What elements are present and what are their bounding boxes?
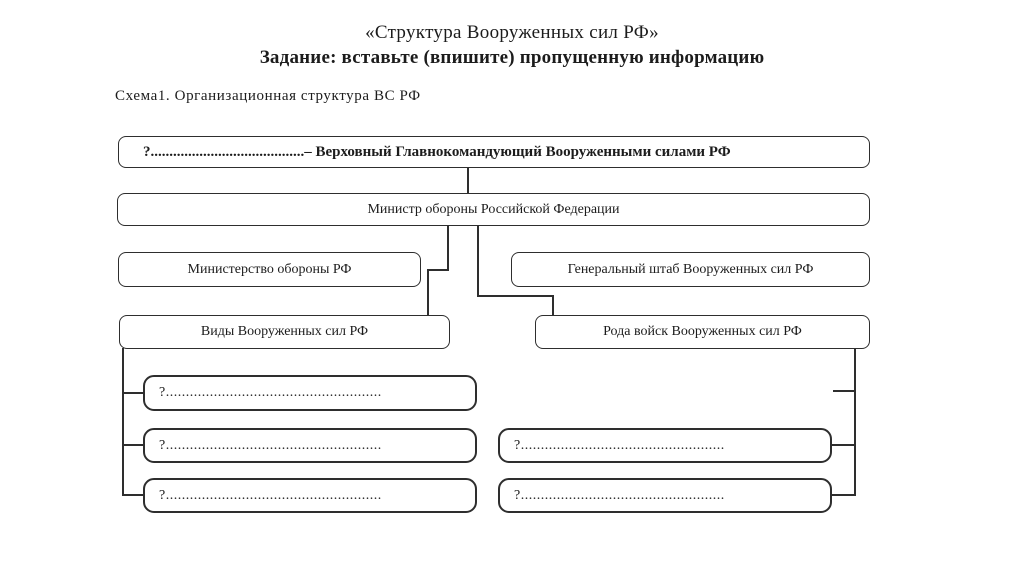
connector-drop-to-service-branches (427, 269, 429, 316)
connector-elbow-to-ministry (427, 269, 449, 271)
right-group-spine (854, 348, 856, 496)
right-stub-2 (831, 494, 854, 496)
blank-box-right-2: ?................................................... (498, 478, 832, 513)
left-group-spine (122, 348, 124, 496)
title-block (0, 20, 1024, 70)
slide-task-line: Задание: вставьте (впишите) пропущенную информацию (259, 47, 765, 68)
connector-elbow-to-arms (477, 295, 554, 297)
connector-drop-to-arms-branches (552, 295, 554, 316)
connector-supreme-to-minister (467, 168, 469, 193)
blank-box-left-2: ?...................................................... (143, 428, 477, 463)
right-stub-dangling (833, 390, 854, 392)
blank-box-right-1: ?................................................... (498, 428, 832, 463)
left-stub-1 (122, 392, 144, 394)
box-general-staff: Генеральный штаб Вооруженных сил РФ (511, 252, 870, 287)
scheme-caption: Схема1. Организационная структура ВС РФ (115, 88, 421, 104)
left-stub-2 (122, 444, 144, 446)
box-arms-branches: Рода войск Вооруженных сил РФ (535, 315, 870, 349)
connector-minister-drop-right (477, 226, 479, 297)
left-stub-3 (122, 494, 144, 496)
box-supreme-commander: ?.........................................– Верховный Главнокомандующий Вооруженными силами РФ (118, 136, 870, 168)
slide-title: «Структура Вооруженных сил РФ» (365, 22, 659, 43)
blank-box-left-3: ?...................................................... (143, 478, 477, 513)
box-service-branches: Виды Вооруженных сил РФ (119, 315, 450, 349)
right-stub-1 (831, 444, 854, 446)
blank-box-left-1: ?...................................................... (143, 375, 477, 411)
box-defense-ministry: Министерство обороны РФ (118, 252, 421, 287)
connector-minister-drop-left (447, 226, 449, 271)
box-defense-minister: Министр обороны Российской Федерации (117, 193, 870, 226)
